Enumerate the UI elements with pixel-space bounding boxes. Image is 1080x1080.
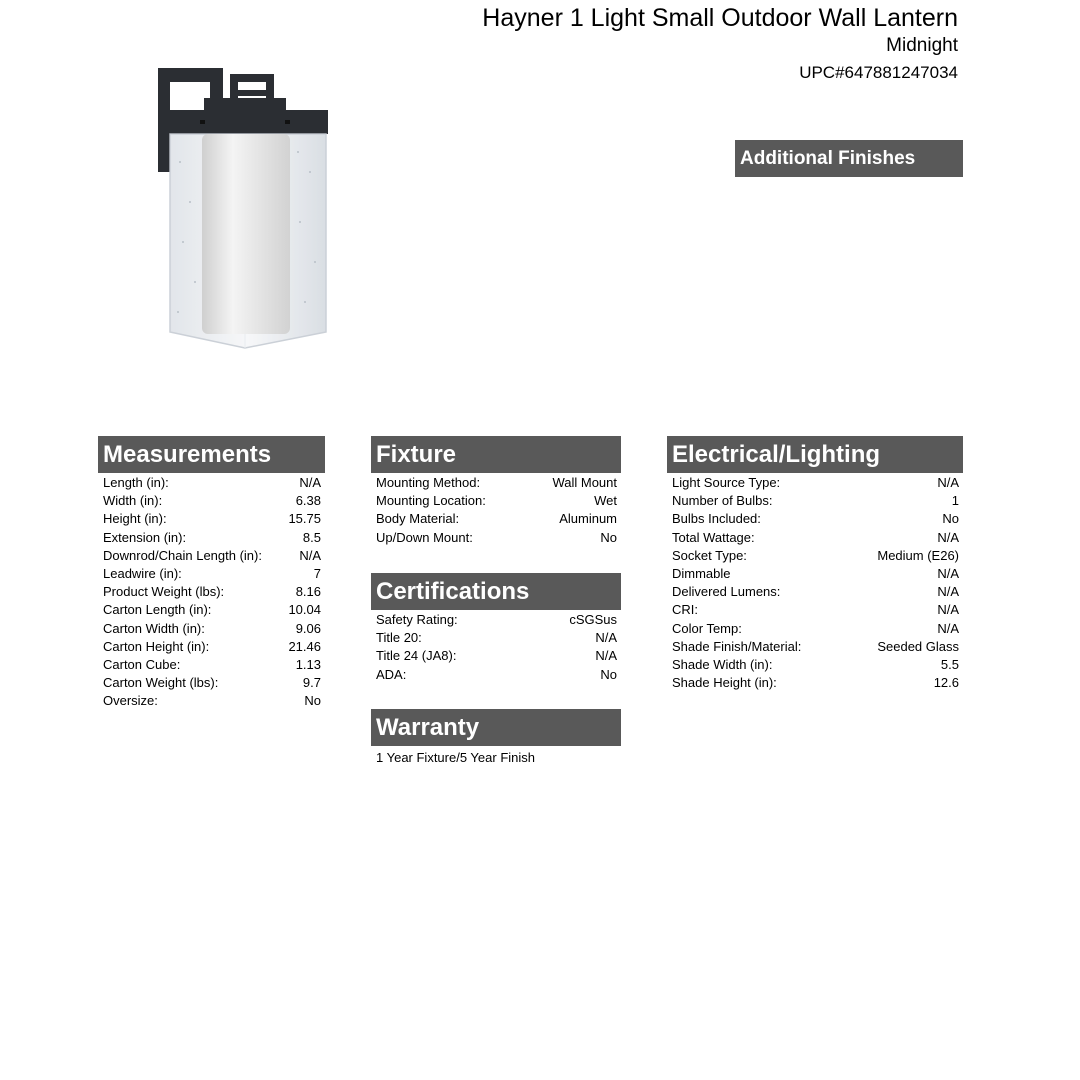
spec-label: Carton Height (in): bbox=[103, 638, 210, 654]
spec-label: Downrod/Chain Length (in): bbox=[103, 547, 262, 563]
spec-value: 10.04 bbox=[288, 602, 321, 618]
spec-label: Light Source Type: bbox=[672, 475, 781, 490]
spec-value: N/A bbox=[299, 547, 321, 563]
spec-label: Product Weight (lbs): bbox=[103, 584, 225, 600]
spec-value: N/A bbox=[937, 529, 959, 545]
measurements-row bbox=[98, 638, 325, 656]
spec-label: Number of Bulbs: bbox=[672, 493, 773, 509]
fixture-rows bbox=[371, 473, 621, 547]
certifications-row bbox=[371, 647, 621, 665]
certifications-header: Certifications bbox=[371, 573, 621, 610]
certifications-section bbox=[371, 573, 621, 684]
spec-label: Delivered Lumens: bbox=[672, 584, 781, 600]
electrical-row bbox=[667, 620, 963, 638]
spec-label: Width (in): bbox=[103, 493, 163, 509]
spec-label: Carton Width (in): bbox=[103, 620, 205, 636]
spec-value: 6.38 bbox=[295, 493, 321, 509]
spec-value: N/A bbox=[595, 648, 617, 664]
spec-value: Aluminum bbox=[559, 511, 617, 527]
measurements-row bbox=[98, 547, 325, 565]
spec-label: Body Material: bbox=[376, 511, 460, 527]
spec-value: 8.16 bbox=[295, 584, 321, 600]
spec-label: Shade Width (in): bbox=[672, 656, 773, 672]
fixture-row bbox=[371, 510, 621, 528]
certifications-row bbox=[371, 611, 621, 629]
measurements-row bbox=[98, 674, 325, 692]
measurements-row bbox=[98, 492, 325, 510]
measurements-row bbox=[98, 474, 325, 492]
spec-value: N/A bbox=[937, 620, 959, 636]
spec-label: Height (in): bbox=[103, 511, 167, 527]
spec-value: No bbox=[600, 529, 617, 545]
measurements-row bbox=[98, 620, 325, 638]
certifications-row bbox=[371, 666, 621, 684]
spec-value: N/A bbox=[595, 630, 617, 646]
measurements-row bbox=[98, 601, 325, 619]
spec-label: Title 24 (JA8): bbox=[376, 648, 457, 664]
spec-label: Oversize: bbox=[103, 693, 158, 709]
measurements-rows bbox=[98, 473, 325, 710]
spec-label: Up/Down Mount: bbox=[376, 529, 473, 545]
spec-value: cSGSus bbox=[569, 612, 617, 627]
spec-value: 1.13 bbox=[295, 656, 321, 672]
electrical-row bbox=[667, 656, 963, 674]
spec-label: ADA: bbox=[376, 666, 407, 682]
fixture-row bbox=[371, 529, 621, 547]
spec-value: No bbox=[942, 511, 959, 527]
product-image bbox=[150, 62, 335, 354]
electrical-row bbox=[667, 510, 963, 528]
spec-value: 1 bbox=[951, 493, 959, 509]
certifications-row bbox=[371, 629, 621, 647]
measurements-row bbox=[98, 692, 325, 710]
electrical-row bbox=[667, 565, 963, 583]
spec-label: Safety Rating: bbox=[376, 612, 458, 627]
spec-value: N/A bbox=[937, 475, 959, 490]
spec-label: Total Wattage: bbox=[672, 529, 755, 545]
electrical-section bbox=[667, 436, 963, 692]
spec-label: Bulbs Included: bbox=[672, 511, 761, 527]
spec-value: Wet bbox=[594, 493, 617, 509]
warranty-header: Warranty bbox=[371, 709, 621, 746]
spec-label: CRI: bbox=[672, 602, 698, 618]
spec-label: Color Temp: bbox=[672, 620, 742, 636]
spec-value: N/A bbox=[937, 584, 959, 600]
measurements-row bbox=[98, 583, 325, 601]
spec-value: No bbox=[600, 666, 617, 682]
measurements-section bbox=[98, 436, 325, 710]
spec-value: 9.06 bbox=[295, 620, 321, 636]
fixture-header: Fixture bbox=[371, 436, 621, 473]
electrical-row bbox=[667, 547, 963, 565]
measurements-row bbox=[98, 529, 325, 547]
spec-label: Carton Length (in): bbox=[103, 602, 212, 618]
spec-value: N/A bbox=[937, 602, 959, 618]
spec-label: Socket Type: bbox=[672, 547, 747, 563]
measurements-row bbox=[98, 510, 325, 528]
spec-label: Leadwire (in): bbox=[103, 565, 182, 581]
spec-value: Seeded Glass bbox=[877, 638, 959, 654]
additional-finishes-header: Additional Finishes bbox=[735, 140, 963, 177]
certifications-rows bbox=[371, 610, 621, 684]
product-upc: UPC#647881247034 bbox=[799, 63, 958, 82]
spec-label: Shade Height (in): bbox=[672, 675, 777, 691]
warranty-section bbox=[371, 709, 621, 770]
spec-label: Extension (in): bbox=[103, 529, 187, 545]
spec-value: Medium (E26) bbox=[877, 547, 959, 563]
spec-label: Shade Finish/Material: bbox=[672, 638, 802, 654]
electrical-row bbox=[667, 474, 963, 492]
fixture-section bbox=[371, 436, 621, 547]
spec-value: No bbox=[304, 693, 321, 709]
fixture-row bbox=[371, 492, 621, 510]
spec-label: Title 20: bbox=[376, 630, 422, 646]
spec-value: 21.46 bbox=[288, 638, 321, 654]
product-title: Hayner 1 Light Small Outdoor Wall Lantern bbox=[482, 4, 958, 32]
spec-label: Carton Weight (lbs): bbox=[103, 675, 219, 691]
spec-value: N/A bbox=[299, 475, 321, 490]
product-finish: Midnight bbox=[886, 35, 958, 56]
electrical-row bbox=[667, 492, 963, 510]
spec-value: N/A bbox=[937, 565, 959, 581]
spec-value: 15.75 bbox=[288, 511, 321, 527]
spec-value: 9.7 bbox=[302, 675, 321, 691]
measurements-header: Measurements bbox=[98, 436, 325, 473]
spec-value: 5.5 bbox=[940, 656, 959, 672]
spec-label: Dimmable bbox=[672, 565, 731, 581]
spec-label: Mounting Location: bbox=[376, 493, 486, 509]
measurements-row bbox=[98, 565, 325, 583]
spec-value: 8.5 bbox=[302, 529, 321, 545]
electrical-row bbox=[667, 583, 963, 601]
electrical-header: Electrical/Lighting bbox=[667, 436, 963, 473]
measurements-row bbox=[98, 656, 325, 674]
spec-label: Carton Cube: bbox=[103, 656, 181, 672]
electrical-row bbox=[667, 674, 963, 692]
fixture-row bbox=[371, 474, 621, 492]
warranty-text: 1 Year Fixture/5 Year Finish bbox=[376, 750, 535, 765]
electrical-row bbox=[667, 601, 963, 619]
electrical-row bbox=[667, 638, 963, 656]
spec-value: Wall Mount bbox=[552, 475, 617, 490]
spec-value: 7 bbox=[313, 565, 321, 581]
spec-label: Length (in): bbox=[103, 475, 169, 490]
electrical-rows bbox=[667, 473, 963, 692]
spec-value: 12.6 bbox=[933, 675, 959, 691]
electrical-row bbox=[667, 529, 963, 547]
spec-label: Mounting Method: bbox=[376, 475, 481, 490]
